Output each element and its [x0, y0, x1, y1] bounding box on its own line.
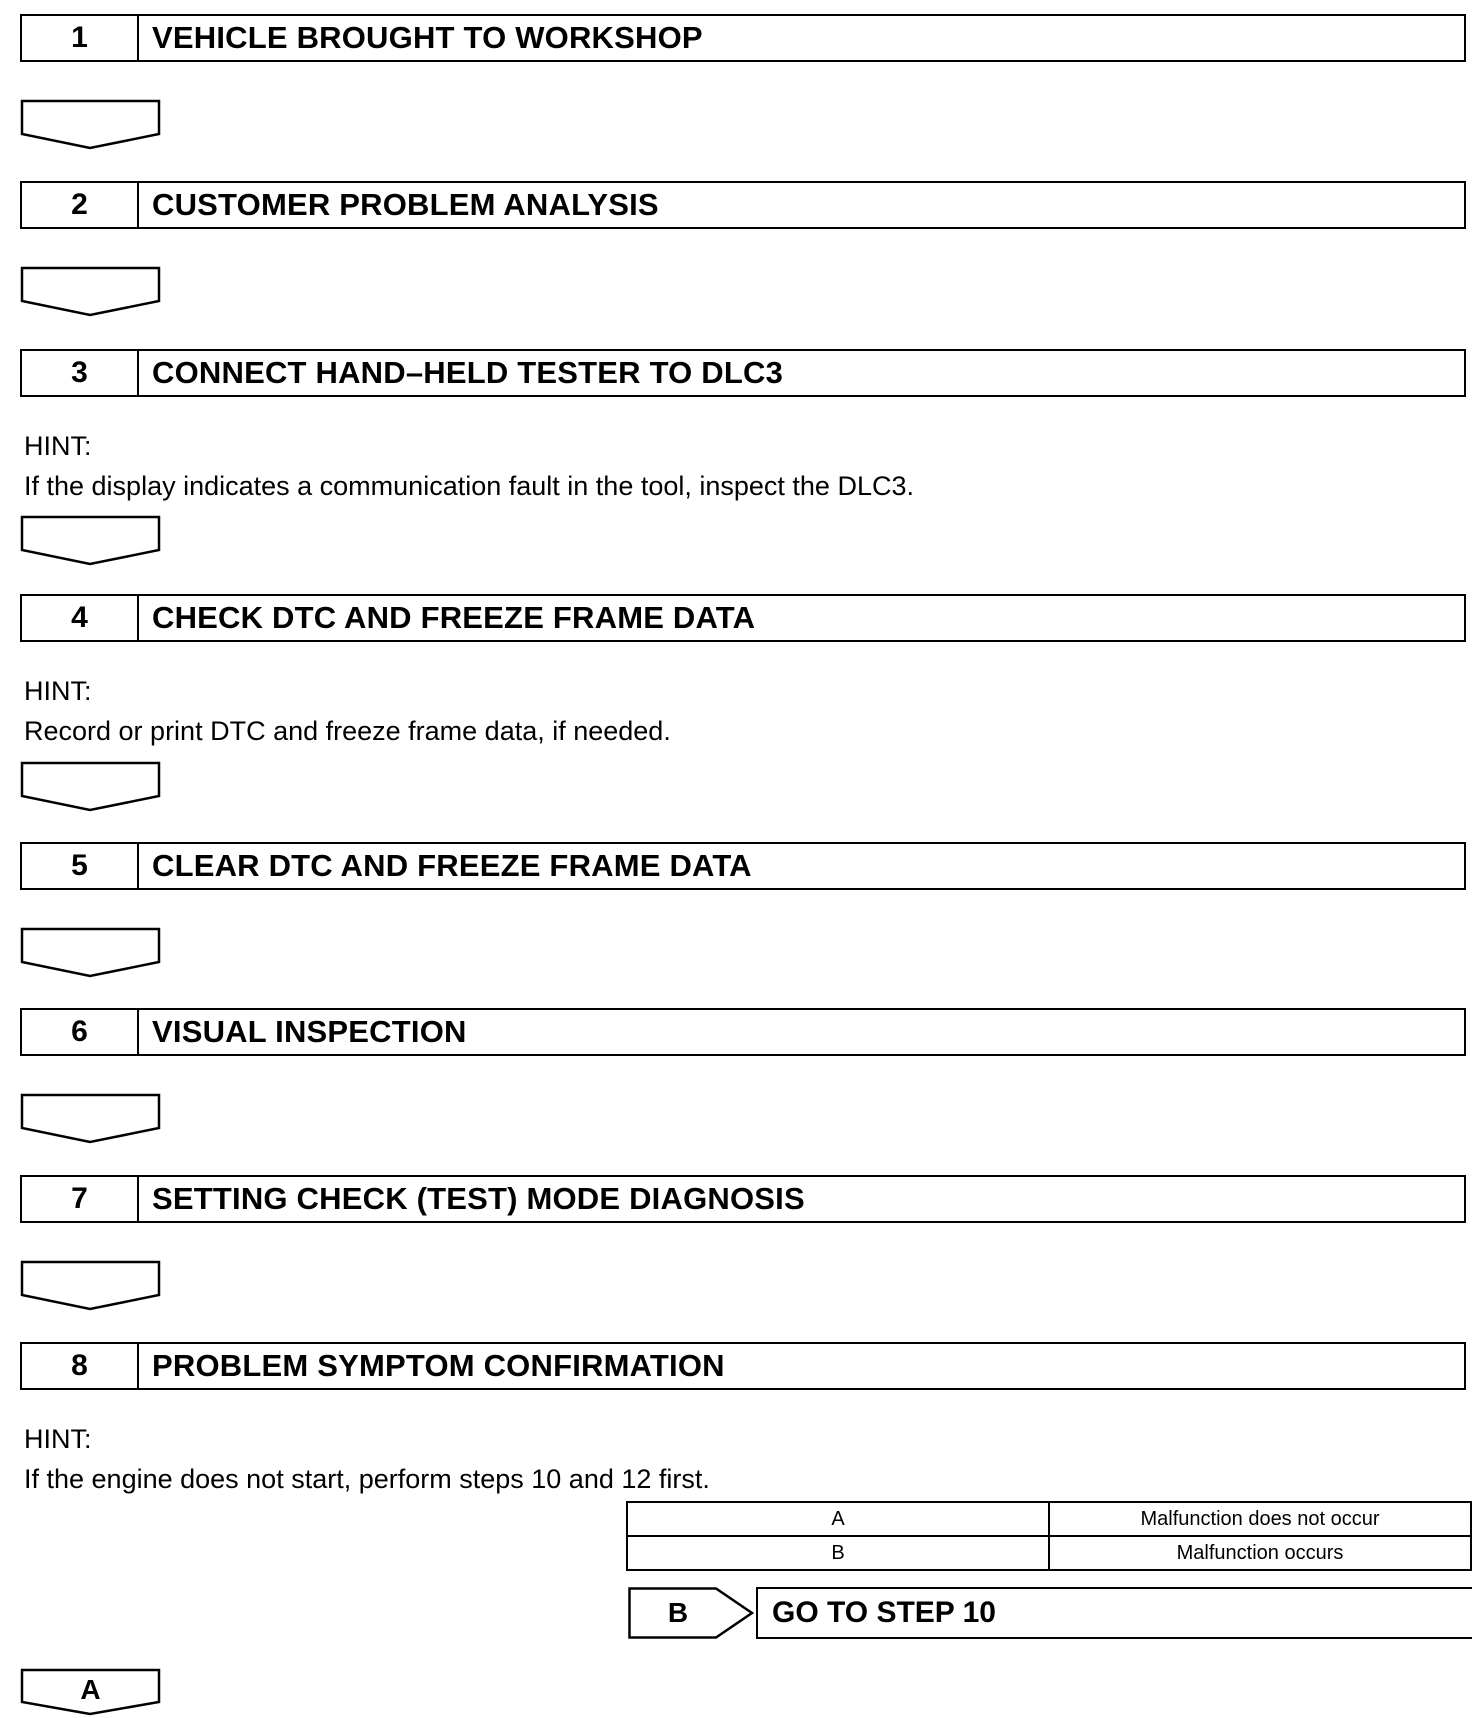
step-title: CUSTOMER PROBLEM ANALYSIS — [152, 187, 659, 222]
step-number: 3 — [22, 351, 139, 395]
step-number: 8 — [22, 1344, 139, 1388]
step-number: 6 — [22, 1010, 139, 1054]
step-2-box — [20, 181, 1466, 229]
flow-arrow-icon — [20, 927, 161, 979]
step-title: VISUAL INSPECTION — [152, 1014, 467, 1049]
step-7-box — [20, 1175, 1466, 1223]
branch-b — [628, 1587, 1472, 1639]
result-description: Malfunction does not occur — [1049, 1502, 1471, 1536]
result-code: A — [627, 1502, 1049, 1536]
table-row — [627, 1502, 1471, 1536]
step-title: CHECK DTC AND FREEZE FRAME DATA — [152, 600, 756, 635]
table-row — [627, 1536, 1471, 1570]
flow-arrow-icon — [20, 266, 161, 318]
flow-arrow-icon — [20, 1093, 161, 1145]
step-8-box — [20, 1342, 1466, 1390]
hint-text: If the display indicates a communication fault in the tool, inspect the DLC3. — [24, 471, 914, 501]
result-description: Malfunction occurs — [1049, 1536, 1471, 1570]
result-table — [626, 1501, 1472, 1571]
hint-label: HINT: — [24, 431, 92, 461]
hint-label: HINT: — [24, 1424, 92, 1454]
result-code: B — [627, 1536, 1049, 1570]
step-number: 2 — [22, 183, 139, 227]
step-number: 7 — [22, 1177, 139, 1221]
flow-arrow-icon — [20, 1260, 161, 1312]
step-title: VEHICLE BROUGHT TO WORKSHOP — [152, 20, 703, 55]
continue-arrow-label: A — [80, 1674, 101, 1705]
step-1-box — [20, 14, 1466, 62]
step-5-box — [20, 842, 1466, 890]
step-number: 4 — [22, 596, 139, 640]
hint-text: If the engine does not start, perform steps 10 and 12 first. — [24, 1464, 710, 1494]
step-4-box — [20, 594, 1466, 642]
step-6-box — [20, 1008, 1466, 1056]
step-title: CONNECT HAND–HELD TESTER TO DLC3 — [152, 355, 784, 390]
hint-text: Record or print DTC and freeze frame data, if needed. — [24, 716, 671, 746]
hint-label: HINT: — [24, 676, 92, 706]
continue-arrow-a — [20, 1668, 161, 1716]
step-number: 5 — [22, 844, 139, 888]
flow-arrow-icon — [20, 761, 161, 813]
branch-code: B — [667, 1597, 689, 1628]
step-title: PROBLEM SYMPTOM CONFIRMATION — [152, 1348, 725, 1383]
step-title: CLEAR DTC AND FREEZE FRAME DATA — [152, 848, 752, 883]
flow-arrow-icon — [20, 99, 161, 151]
step-3-box — [20, 349, 1466, 397]
goto-step-link[interactable]: GO TO STEP 10 — [756, 1587, 1472, 1639]
flow-arrow-icon — [20, 515, 161, 567]
step-number: 1 — [22, 16, 139, 60]
step-title: SETTING CHECK (TEST) MODE DIAGNOSIS — [152, 1181, 805, 1216]
